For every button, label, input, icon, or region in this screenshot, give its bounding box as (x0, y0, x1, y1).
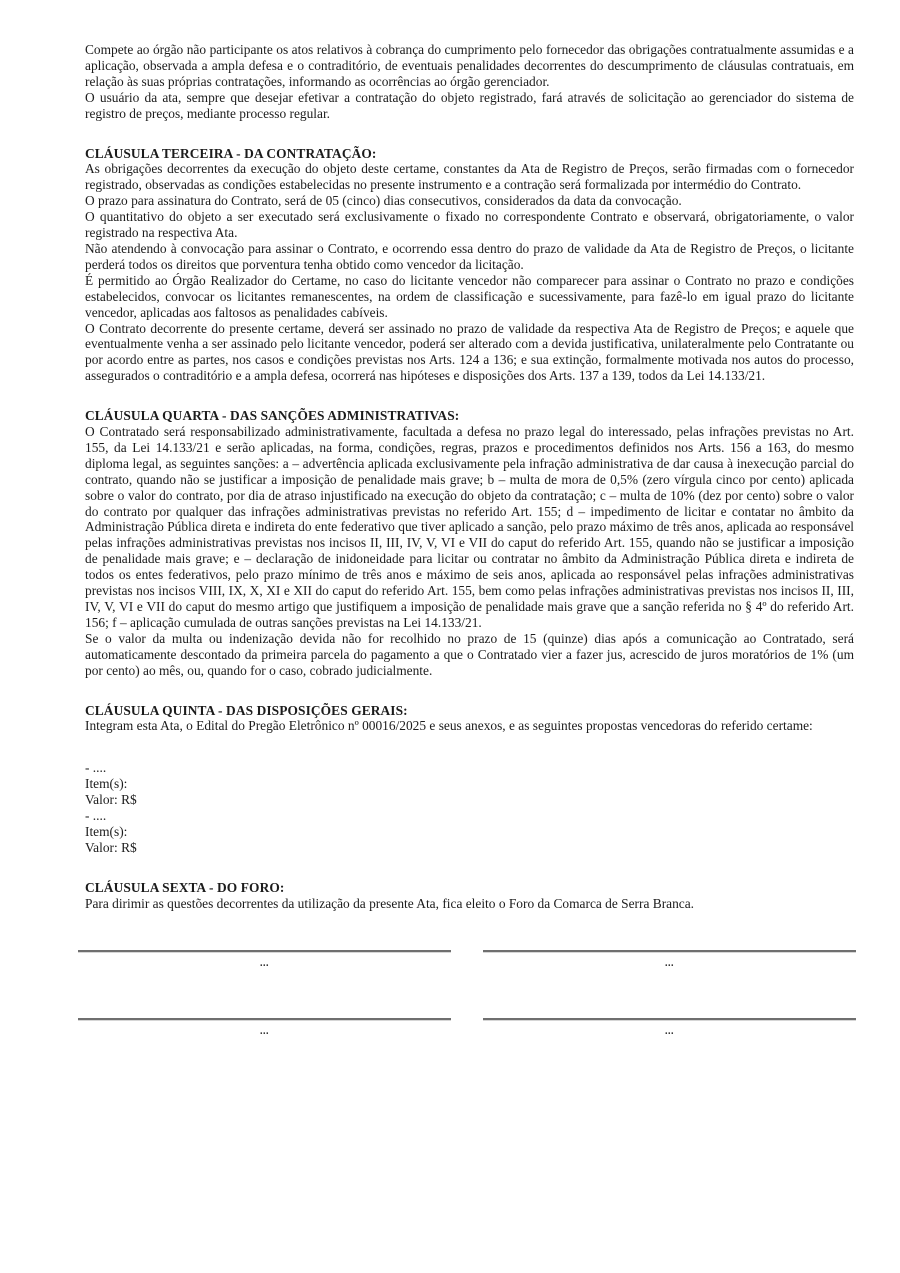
clause-quarta-paragraph: Se o valor da multa ou indenização devida não for recolhido no prazo de 15 (quinze) dias após a comunicação ao Contratado, será automaticamente descontado da primeira parcela do pagamento a que o Contratado vier a fazer jus, acrescido de juros moratórios de 1% (um por cento) ao mês, ou, quando for o caso, cobrado judicialmente. (85, 630, 854, 678)
item-line: Item(s): (85, 823, 128, 839)
clause-quarta-paragraph: O Contratado será responsabilizado administrativamente, facultada a defesa no prazo legal do interessado, pelas infrações previstas no Art. 155, da Lei 14.133/21 e serão aplicadas, na forma, condições, regras, prazos e procedimentos definidos nos Arts. 156 a 163, do mesmo diploma legal, as seguintes sanções: a – advertência aplicada exclusivamente pela infração administrativa de dar causa à inexecução parcial do contrato, quando não se justificar a imposição de penalidade mais grave; b – multa de mora de 0,5% (zero vírgula cinco por cento) aplicada sobre o valor do contrato, por dia de atraso injustificado na execução do objeto da contratação; c – multa de 10% (dez por cento) sobre o valor do contrato por qualquer das infrações administrativas previstas no referido Art. 155; d – impedimento de licitar e contatar no âmbito da Administração Pública direta e indireta do ente federativo que tiver aplicado a sanção, pelo prazo máximo de três anos, aplicada ao responsável pelas infrações administrativas previstas nos incisos II, III, IV, V, VI e VII do caput do referido Art. 155, quando não se justificar a imposição de penalidade mais grave; e – declaração de inidoneidade para licitar ou contratar no âmbito da Administração Pública direta e indireta de todos os entes federativos, pelo prazo mínimo de três anos e máximo de seis anos, aplicada ao responsável pelas infrações administrativas previstas nos incisos VIII, IX, X, XI e XII do caput do referido Art. 155, bem como pelas infrações administrativas previstas nos incisos II, III, IV, V, VI e VII do caput do mesmo artigo que justifiquem a imposição de penalidade mais grave que a sanção referida no § 4º do referido Art. 156; f – aplicação cumulada de outras sanções previstas na Lei 14.133/21. (85, 424, 854, 630)
clause-quinta (85, 703, 854, 856)
item-line: Item(s): (85, 776, 128, 792)
item-line: - .... (85, 760, 107, 776)
clause-terceira-title: CLÁUSULA TERCEIRA - DA CONTRATAÇÃO: (85, 145, 377, 161)
signature-row (78, 950, 856, 970)
signature-line (483, 1018, 856, 1021)
signature-placeholder: ... (260, 1025, 269, 1037)
proposal-items-block (85, 760, 854, 855)
item-line: - .... (85, 808, 107, 824)
intro-paragraph-1: Compete ao órgão não participante os atos relativos à cobrança do cumprimento pelo fornecedor das obrigações contratualmente assumidas e a aplicação, observada a ampla defesa e o contraditório, de eventuais penalidades decorrentes do descumprimento de cláusulas contratuais, em relação às suas próprias contratações, informando as ocorrências ao órgão gerenciador. (85, 42, 854, 89)
clause-sexta-paragraph: Para dirimir as questões decorrentes da utilização da presente Ata, fica eleito o Foro da Comarca de Serra Branca. (85, 895, 695, 911)
signature-placeholder: ... (665, 957, 674, 969)
intro-paragraph-2: O usuário da ata, sempre que desejar efetivar a contratação do objeto registrado, fará através de solicitação ao gerenciador do sistema de registro de preços, mediante processo regular. (85, 89, 854, 121)
clause-terceira-paragraph: As obrigações decorrentes da execução do objeto deste certame, constantes da Ata de Registro de Preços, serão firmadas com o fornecedor registrado, observadas as condições estabelecidas no presente instrumento e a contração será formalizada por intermédio do Contrato. (85, 161, 854, 193)
clause-terceira-paragraph: É permitido ao Órgão Realizador do Certame, no caso do licitante vencedor não comparecer para assinar o Contrato no prazo e condições estabelecidos, convocar os licitantes remanescentes, na ordem de classificação e sucessivamente, para fazê-lo em igual prazo do licitante vencedor, aplicadas aos faltosos as penalidades cabíveis. (85, 272, 854, 320)
clause-terceira-paragraph: O prazo para assinatura do Contrato, será de 05 (cinco) dias consecutivos, considerados da data da convocação. (85, 193, 682, 209)
signature-placeholder: ... (665, 1025, 674, 1037)
clause-terceira-paragraph: O Contrato decorrente do presente certame, deverá ser assinado no prazo de validade da respectiva Ata de Registro de Preços; e aquele que eventualmente venha a ser assinado pelo licitante vencedor, poderá ser alterado com a devida justificativa, unilateralmente pelo Contratante ou por acordo entre as partes, nos casos e condições previstas nos Arts. 124 a 136; e sua extinção, formalmente motivada nos autos do processo, assegurados o contraditório e a ampla defesa, ocorrerá nas hipóteses e disposições dos Arts. 137 a 139, todos da Lei 14.133/21. (85, 320, 854, 384)
signature-block (483, 1018, 856, 1038)
signature-line (78, 950, 451, 953)
clause-terceira-paragraph: Não atendendo à convocação para assinar o Contrato, e ocorrendo essa dentro do prazo de validade da Ata de Registro de Preços, o licitante perderá todos os direitos que porventura tenha obtido como vencedor da licitação. (85, 240, 854, 272)
signature-block (78, 950, 451, 970)
clause-quarta-title: CLÁUSULA QUARTA - DAS SANÇÕES ADMINISTRATIVAS: (85, 408, 460, 424)
clause-quinta-paragraph: Integram esta Ata, o Edital do Pregão Eletrônico nº 00016/2025 e seus anexos, e as seguintes propostas vencedoras do referido certame: (85, 718, 813, 734)
clause-terceira (85, 146, 854, 385)
signature-line (483, 950, 856, 953)
item-line: Valor: R$ (85, 792, 137, 808)
signature-placeholder: ... (260, 957, 269, 969)
clause-sexta-title: CLÁUSULA SEXTA - DO FORO: (85, 879, 285, 895)
clause-quarta (85, 408, 854, 678)
item-line: Valor: R$ (85, 839, 137, 855)
signature-block (78, 1018, 451, 1038)
signature-line (78, 1018, 451, 1021)
clause-quinta-title: CLÁUSULA QUINTA - DAS DISPOSIÇÕES GERAIS: (85, 702, 408, 718)
signature-block (483, 950, 856, 970)
clause-terceira-paragraph: O quantitativo do objeto a ser executado será exclusivamente o fixado no correspondente Contrato e observará, obrigatoriamente, o valor registrado na respectiva Ata. (85, 209, 854, 241)
signature-row (78, 1018, 856, 1038)
clause-sexta (85, 880, 854, 912)
signature-section (78, 950, 856, 1038)
